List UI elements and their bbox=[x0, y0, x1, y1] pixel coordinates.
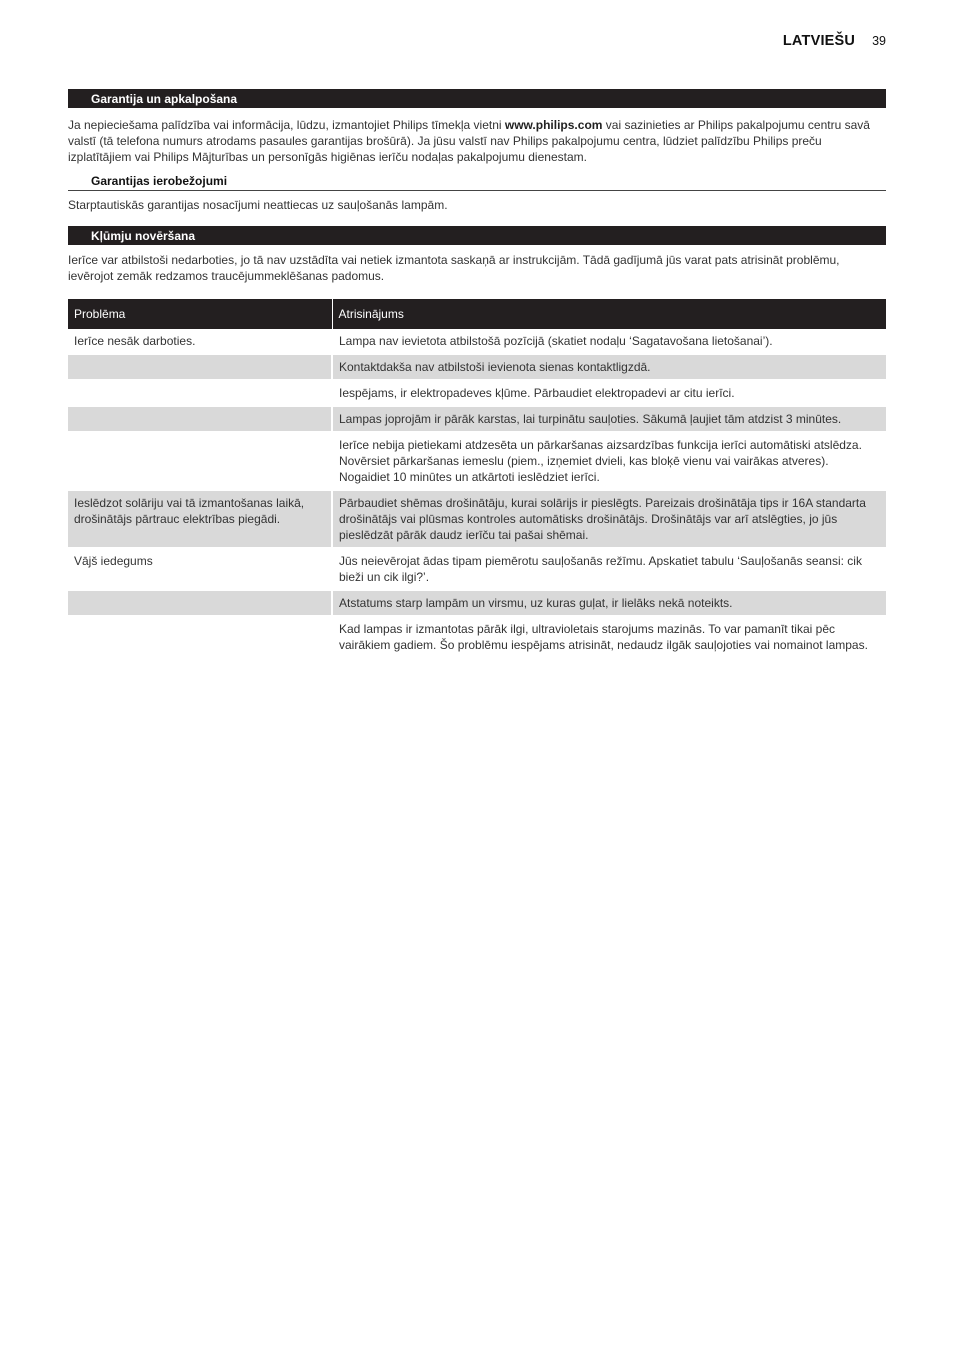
solution-cell: Ierīce nebija pietiekami atdzesēta un pārkaršanas aizsardzības funkcija ierīci automātiski atslēdza. Novērsiet pārkaršanas iemeslu (piem., izņemiet dvieli, kas bloķē vienu vai vairākas atveres). Nogaidiet 10 minūtes un atkārtoti ieslēdziet ierīci. bbox=[332, 432, 886, 490]
philips-website-link[interactable]: www.philips.com bbox=[504, 118, 603, 132]
problem-cell: Ieslēdzot solāriju vai tā izmantošanas laikā, drošinātājs pārtrauc elektrības piegādi. bbox=[68, 490, 332, 548]
warranty-paragraph bbox=[68, 117, 886, 165]
solution-cell: Pārbaudiet shēmas drošinātāju, kurai solārijs ir pieslēgts. Pareizais drošinātāja tips ir 16A standarta drošinātājs vai plūsmas kontroles automātisks drošinātājs. Drošinātājs var arī atslēgties, jo jūs pieslēdzāt pārāk daudz ierīču tai pašai shēmai. bbox=[332, 490, 886, 548]
solution-cell: Jūs neievērojat ādas tipam piemērotu sauļošanās režīmu. Apskatiet tabulu ‘Sauļošanās seansi: cik bieži un cik ilgi?’. bbox=[332, 548, 886, 590]
page-content bbox=[68, 89, 886, 659]
solution-cell: Atstatums starp lampām un virsmu, uz kuras guļat, ir lielāks nekā noteikts. bbox=[332, 590, 886, 616]
column-header-problem: Problēma bbox=[68, 299, 332, 329]
warranty-limits-paragraph: Starptautiskās garantijas nosacījumi neattiecas uz sauļošanās lampām. bbox=[68, 198, 448, 212]
solution-cell: Iespējams, ir elektropadeves kļūme. Pārbaudiet elektropadevi ar citu ierīci. bbox=[332, 380, 886, 406]
troubleshooting-table bbox=[68, 299, 886, 659]
problem-cell bbox=[68, 590, 332, 616]
table-row bbox=[68, 329, 886, 354]
table-header-row bbox=[68, 299, 886, 329]
problem-cell bbox=[68, 616, 332, 658]
solution-cell: Lampas joprojām ir pārāk karstas, lai turpinātu sauļoties. Sākumā ļaujiet tām atdzist 3 minūtes. bbox=[332, 406, 886, 432]
section-heading-warranty: Garantija un apkalpošana bbox=[68, 89, 886, 108]
problem-cell: Ierīce nesāk darboties. bbox=[68, 329, 332, 354]
troubleshooting-intro: Ierīce var atbilstoši nedarboties, jo tā nav uzstādīta vai netiek izmantota saskaņā ar instrukcijām. Tādā gadījumā jūs varat pats atrisināt problēmu, ievērojot zemāk redzamos traucējummeklēšanas padomus. bbox=[68, 253, 840, 283]
solution-cell: Kad lampas ir izmantotas pārāk ilgi, ultravioletais starojums mazinās. To var pamanīt tikai pēc vairākiem gadiem. Šo problēmu iespējams atrisināt, nedaudz ilgāk sauļojoties vai nomainot lampas. bbox=[332, 616, 886, 658]
problem-cell bbox=[68, 354, 332, 380]
warranty-text-after: vai sazinieties ar Philips pakalpojumu centru savā valstī (tā telefona numurs atrodams pasaules garantijas brošūrā). Ja jūsu valstī nav Philips pakalpojumu centra, lūdziet palīdzību Philips preču izplatītājiem vai Philips Mājturības un personīgās higiēnas ierīču nodaļas pakalpojumu dienestam. bbox=[68, 118, 870, 164]
column-header-solution: Atrisinājums bbox=[332, 299, 886, 329]
warranty-text-before: Ja nepieciešama palīdzība vai informācija, lūdzu, izmantojiet Philips tīmekļa vietni bbox=[68, 118, 505, 132]
table-row bbox=[68, 590, 886, 616]
problem-cell: Vājš iedegums bbox=[68, 548, 332, 590]
problem-cell bbox=[68, 432, 332, 490]
table-row bbox=[68, 354, 886, 380]
solution-cell: Kontaktdakša nav atbilstoši ievienota sienas kontaktligzdā. bbox=[332, 354, 886, 380]
problem-cell bbox=[68, 380, 332, 406]
language-label: LATVIEŠU bbox=[782, 33, 856, 49]
table-row bbox=[68, 406, 886, 432]
table-row bbox=[68, 548, 886, 590]
table-row bbox=[68, 380, 886, 406]
table-row bbox=[68, 616, 886, 658]
page-header bbox=[783, 33, 886, 49]
table-row bbox=[68, 490, 886, 548]
page-number: 39 bbox=[872, 34, 886, 48]
solution-cell: Lampa nav ievietota atbilstošā pozīcijā (skatiet nodaļu ‘Sagatavošana lietošanai’). bbox=[332, 329, 886, 354]
subheading-warranty-limits: Garantijas ierobežojumi bbox=[68, 173, 886, 191]
problem-cell bbox=[68, 406, 332, 432]
table-row bbox=[68, 432, 886, 490]
section-heading-troubleshooting: Kļūmju novēršana bbox=[68, 226, 886, 245]
